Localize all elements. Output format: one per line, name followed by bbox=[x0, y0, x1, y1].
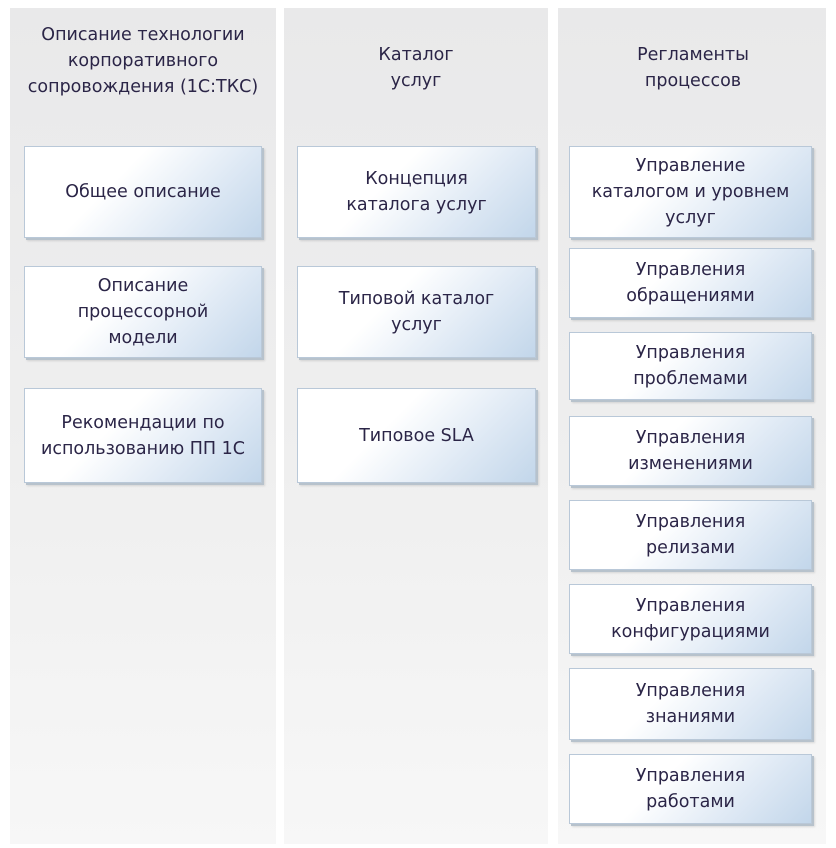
column-title: Каталог услуг bbox=[378, 45, 454, 91]
card-knowledge-management[interactable]: Управления знаниями bbox=[569, 668, 812, 740]
card-configuration-management[interactable]: Управления конфигурациями bbox=[569, 584, 812, 654]
card-work-management[interactable]: Управления работами bbox=[569, 754, 812, 824]
card-problem-management[interactable]: Управления проблемами bbox=[569, 332, 812, 400]
card-process-model-description[interactable]: Описание процессорной модели bbox=[24, 266, 262, 358]
card-catalog-service-level-management[interactable]: Управление каталогом и уровнем услуг bbox=[569, 146, 812, 238]
column-title: Описание технологии корпоративного сопровождения (1С:ТКС) bbox=[27, 25, 259, 97]
card-incident-management[interactable]: Управления обращениями bbox=[569, 248, 812, 318]
column-title: Регламенты процессов bbox=[637, 45, 749, 91]
card-standard-sla[interactable]: Типовое SLA bbox=[297, 388, 536, 483]
card-catalog-concept[interactable]: Концепция каталога услуг bbox=[297, 146, 536, 238]
card-release-management[interactable]: Управления релизами bbox=[569, 500, 812, 570]
card-change-management[interactable]: Управления изменениями bbox=[569, 416, 812, 486]
column-process-regulations bbox=[558, 8, 826, 844]
card-general-description[interactable]: Общее описание bbox=[24, 146, 262, 238]
card-standard-catalog[interactable]: Типовой каталог услуг bbox=[297, 266, 536, 358]
column-technology-description bbox=[10, 8, 276, 844]
card-usage-recommendations[interactable]: Рекомендации по использованию ПП 1С bbox=[24, 388, 262, 483]
column-service-catalog bbox=[284, 8, 548, 844]
